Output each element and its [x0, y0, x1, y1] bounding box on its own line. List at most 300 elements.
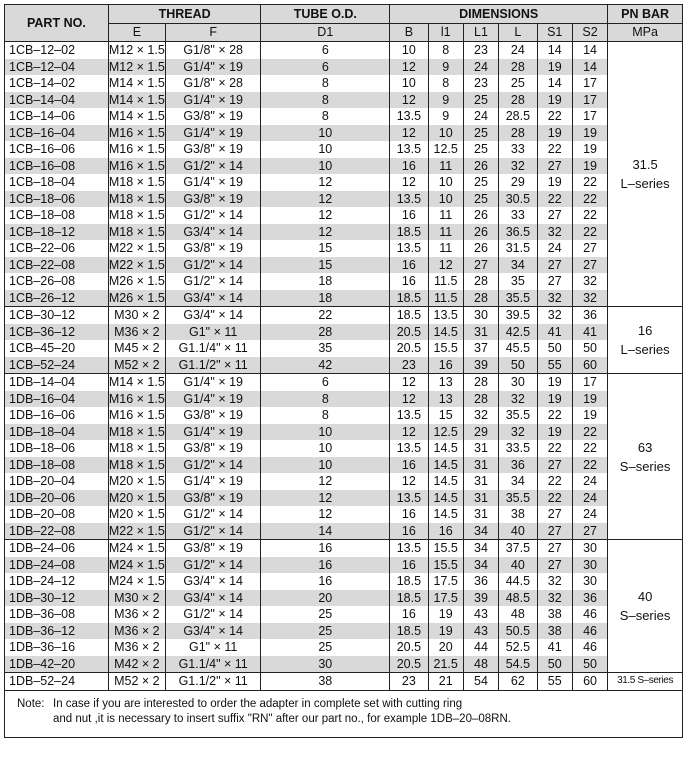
cell-dim-s2: 32	[572, 273, 607, 290]
cell-dim-l: 48	[499, 606, 537, 623]
cell-tube-d1: 12	[261, 174, 390, 191]
cell-dim-l: 30.5	[499, 191, 537, 208]
cell-tube-d1: 25	[261, 606, 390, 623]
cell-dim-s1: 22	[537, 108, 572, 125]
header-dim-l1: L1	[463, 24, 498, 42]
table-row	[5, 557, 683, 574]
cell-dim-l: 30	[499, 374, 537, 391]
cell-dim-b: 23	[390, 357, 428, 374]
cell-part-no: 1CB–16–08	[5, 158, 109, 175]
cell-thread-f: G1/2" × 14	[165, 506, 261, 523]
cell-dim-l1: 25	[463, 191, 498, 208]
cell-dim-s1: 27	[537, 506, 572, 523]
cell-thread-e: M36 × 2	[108, 639, 165, 656]
cell-dim-b: 13.5	[390, 490, 428, 507]
pressure-series-cell	[608, 42, 683, 307]
cell-dim-l: 28	[499, 125, 537, 142]
cell-thread-e: M18 × 1.5	[108, 424, 165, 439]
header-dim-l: L	[499, 24, 537, 42]
cell-dim-l1: 26	[463, 224, 498, 241]
cell-dim-l: 32	[499, 391, 537, 408]
cell-dim-s2: 22	[572, 207, 607, 224]
cell-dim-s1: 41	[537, 639, 572, 656]
cell-dim-s2: 19	[572, 158, 607, 175]
cell-dim-b: 13.5	[390, 108, 428, 125]
cell-dim-s2: 30	[572, 557, 607, 574]
cell-dim-s2: 24	[572, 473, 607, 490]
cell-dim-l1-small: 11	[428, 207, 463, 224]
cell-dim-s2: 50	[572, 656, 607, 673]
series-name: S–series	[619, 458, 671, 474]
cell-thread-e: M14 × 1.5	[108, 76, 165, 90]
cell-dim-s1: 55	[537, 673, 572, 691]
cell-dim-l1: 54	[463, 673, 498, 691]
table-row	[5, 391, 683, 408]
cell-thread-e: M20 × 1.5	[108, 507, 165, 521]
cell-dim-l1: 28	[463, 391, 498, 408]
cell-thread-f: G3/8" × 19	[165, 490, 261, 507]
cell-dim-s1: 19	[537, 59, 572, 76]
cell-dim-l1-small: 10	[428, 174, 463, 191]
cell-dim-l1-small: 21.5	[428, 656, 463, 673]
cell-dim-l1: 34	[463, 540, 498, 557]
cell-part-no: 1CB–12–04	[5, 59, 109, 76]
table-row	[5, 540, 683, 557]
cell-part-no: 1DB–20–04	[5, 473, 109, 490]
table-row	[5, 606, 683, 623]
table-row	[5, 158, 683, 175]
cell-part-no: 1DB–16–06	[5, 407, 109, 424]
cell-dim-s2: 46	[572, 606, 607, 623]
cell-dim-l1: 28	[463, 273, 498, 290]
cell-dim-b: 16	[390, 523, 428, 540]
table-row	[5, 573, 683, 590]
cell-dim-l: 31.5	[499, 240, 537, 257]
cell-dim-s2: 24	[572, 490, 607, 507]
note-line-2: and nut ,it is necessary to insert suffix "RN" after our part no., for example 1DB–20–08RN.	[53, 712, 511, 725]
cell-tube-d1: 16	[261, 540, 390, 557]
cell-thread-f: G1/2" × 14	[165, 557, 261, 574]
cell-dim-s2: 60	[572, 673, 607, 691]
cell-dim-s2: 14	[572, 42, 607, 59]
cell-thread-f: G1/4" × 19	[165, 59, 261, 76]
cell-tube-d1: 35	[261, 340, 390, 357]
cell-dim-s2: 41	[572, 324, 607, 341]
cell-thread-f: G1/2" × 14	[165, 457, 261, 474]
cell-dim-s2: 27	[572, 523, 607, 540]
cell-thread-f: G1/4" × 19	[165, 391, 261, 408]
cell-tube-d1: 42	[261, 357, 390, 374]
cell-dim-l1: 37	[463, 340, 498, 357]
cell-dim-l1: 26	[463, 158, 498, 175]
header-dim-l1-small: l1	[428, 24, 463, 42]
cell-tube-d1: 12	[261, 207, 390, 224]
cell-dim-l: 34	[499, 473, 537, 490]
cell-dim-s1: 19	[537, 391, 572, 408]
cell-dim-l1: 43	[463, 606, 498, 623]
cell-thread-e: M26 × 1.5	[108, 290, 165, 305]
table-row	[5, 490, 683, 507]
cell-dim-s2: 17	[572, 108, 607, 125]
cell-tube-d1: 10	[261, 141, 390, 158]
cell-dim-b: 18.5	[390, 307, 428, 324]
cell-thread-f: G1/2" × 14	[165, 273, 261, 290]
cell-dim-l1: 43	[463, 623, 498, 640]
cell-dim-s1: 32	[537, 590, 572, 607]
cell-dim-s1: 50	[537, 656, 572, 673]
table-row	[5, 240, 683, 257]
cell-dim-s2: 30	[572, 540, 607, 557]
cell-dim-l1-small: 20	[428, 639, 463, 656]
cell-dim-b: 23	[390, 673, 428, 691]
cell-part-no: 1DB–18–08	[5, 457, 109, 474]
cell-dim-l1: 24	[463, 108, 498, 125]
table-row	[5, 174, 683, 191]
cell-dim-b: 16	[390, 257, 428, 274]
cell-dim-s2: 19	[572, 407, 607, 424]
cell-thread-e: M16 × 1.5	[108, 391, 165, 406]
cell-dim-l: 45.5	[499, 340, 537, 357]
cell-dim-l: 37.5	[499, 540, 537, 557]
spec-sheet	[4, 4, 683, 738]
cell-tube-d1: 10	[261, 440, 390, 457]
cell-dim-s2: 17	[572, 92, 607, 109]
table-row	[5, 374, 683, 391]
cell-dim-l1: 27	[463, 257, 498, 274]
cell-dim-b: 13.5	[390, 141, 428, 158]
cell-dim-b: 12	[390, 424, 428, 441]
cell-dim-l1-small: 15.5	[428, 557, 463, 574]
cell-dim-l1-small: 12	[428, 257, 463, 274]
cell-thread-f: G3/4" × 14	[165, 623, 261, 640]
cell-part-no: 1CB–14–02	[5, 75, 109, 92]
cell-tube-d1: 8	[261, 407, 390, 424]
cell-dim-l1: 26	[463, 207, 498, 224]
cell-dim-l: 29	[499, 174, 537, 191]
cell-dim-l: 40	[499, 557, 537, 574]
cell-thread-e: M18 × 1.5	[108, 208, 165, 222]
cell-dim-l1: 28	[463, 290, 498, 307]
cell-tube-d1: 8	[261, 92, 390, 109]
cell-dim-l1-small: 16	[428, 357, 463, 374]
cell-dim-b: 13.5	[390, 191, 428, 208]
cell-thread-f: G1.1/2" × 11	[165, 357, 261, 374]
cell-dim-b: 12	[390, 374, 428, 391]
cell-dim-s1: 32	[537, 573, 572, 590]
cell-thread-e: M24 × 1.5	[108, 557, 165, 572]
cell-dim-l: 35.5	[499, 290, 537, 307]
cell-dim-s1: 27	[537, 207, 572, 224]
cell-thread-f: G1/8" × 28	[165, 42, 261, 59]
cell-dim-b: 12	[390, 59, 428, 76]
cell-dim-l: 52.5	[499, 639, 537, 656]
cell-thread-e: M18 × 1.5	[108, 224, 165, 239]
cell-part-no: 1DB–24–06	[5, 540, 109, 557]
cell-dim-b: 18.5	[390, 623, 428, 640]
cell-dim-s1: 27	[537, 457, 572, 474]
cell-thread-f: G1.1/4" × 11	[165, 340, 261, 357]
cell-dim-l1: 44	[463, 639, 498, 656]
cell-thread-f: G1" × 11	[165, 639, 261, 656]
cell-dim-s1: 22	[537, 191, 572, 208]
cell-dim-l: 34	[499, 257, 537, 274]
cell-part-no: 1CB–22–08	[5, 257, 109, 274]
cell-thread-f: G3/8" × 19	[165, 440, 261, 457]
cell-thread-e: M36 × 2	[108, 606, 165, 623]
cell-dim-l1: 31	[463, 440, 498, 457]
cell-part-no: 1CB–14–04	[5, 92, 109, 109]
header-pn-mpa: MPa	[608, 24, 683, 42]
cell-part-no: 1DB–36–12	[5, 623, 109, 640]
cell-dim-l1: 28	[463, 374, 498, 391]
cell-thread-e: M16 × 1.5	[108, 125, 165, 140]
cell-part-no: 1DB–36–08	[5, 606, 109, 623]
cell-thread-f: G3/8" × 19	[165, 191, 261, 208]
cell-dim-l1-small: 21	[428, 673, 463, 691]
cell-dim-l: 28	[499, 92, 537, 109]
cell-dim-s1: 27	[537, 523, 572, 540]
cell-dim-s1: 55	[537, 357, 572, 374]
cell-thread-e: M52 × 2	[108, 357, 165, 374]
cell-thread-e: M16 × 1.5	[108, 408, 165, 422]
cell-dim-s1: 19	[537, 174, 572, 191]
cell-dim-s2: 19	[572, 141, 607, 158]
cell-dim-l1-small: 10	[428, 191, 463, 208]
cell-thread-f: G1/2" × 14	[165, 257, 261, 274]
header-tube-od: TUBE O.D.	[261, 5, 390, 24]
cell-part-no: 1DB–18–04	[5, 424, 109, 441]
cell-dim-l1-small: 19	[428, 623, 463, 640]
cell-dim-l1-small: 10	[428, 125, 463, 142]
cell-thread-e: M16 × 1.5	[108, 158, 165, 173]
cell-tube-d1: 8	[261, 391, 390, 408]
table-row	[5, 207, 683, 224]
cell-dim-l1: 31	[463, 473, 498, 490]
cell-dim-l1: 25	[463, 174, 498, 191]
cell-dim-l1: 31	[463, 506, 498, 523]
cell-thread-f: G1/4" × 19	[165, 374, 261, 391]
cell-thread-f: G3/8" × 19	[165, 540, 261, 557]
cell-dim-l: 42.5	[499, 324, 537, 341]
cell-dim-s1: 27	[537, 257, 572, 274]
cell-dim-l1-small: 14.5	[428, 473, 463, 490]
table-row	[5, 407, 683, 424]
cell-dim-l1-small: 17.5	[428, 590, 463, 607]
cell-dim-s2: 22	[572, 224, 607, 241]
cell-dim-l: 25	[499, 75, 537, 92]
cell-thread-e: M18 × 1.5	[108, 191, 165, 206]
cell-dim-s1: 50	[537, 340, 572, 357]
cell-dim-l1: 23	[463, 75, 498, 92]
cell-dim-s2: 22	[572, 174, 607, 191]
cell-tube-d1: 12	[261, 490, 390, 507]
cell-thread-e: M22 × 1.5	[108, 241, 165, 255]
cell-dim-l1-small: 19	[428, 606, 463, 623]
cell-thread-f: G1/4" × 19	[165, 424, 261, 441]
adapter-spec-table	[4, 4, 683, 738]
cell-dim-b: 16	[390, 158, 428, 175]
cell-dim-l1: 34	[463, 557, 498, 574]
cell-dim-l: 40	[499, 523, 537, 540]
cell-dim-s2: 27	[572, 257, 607, 274]
cell-dim-l1: 31	[463, 457, 498, 474]
header-part-no: PART NO.	[5, 5, 109, 42]
cell-dim-l: 36.5	[499, 224, 537, 241]
cell-thread-e: M16 × 1.5	[108, 142, 165, 156]
cell-dim-l1-small: 11	[428, 224, 463, 241]
cell-thread-e: M24 × 1.5	[108, 574, 165, 588]
cell-dim-s1: 27	[537, 540, 572, 557]
cell-thread-e: M20 × 1.5	[108, 490, 165, 505]
cell-part-no: 1CB–16–04	[5, 125, 109, 142]
cell-dim-b: 12	[390, 473, 428, 490]
cell-tube-d1: 8	[261, 108, 390, 125]
cell-thread-e: M30 × 2	[108, 590, 165, 607]
cell-tube-d1: 20	[261, 590, 390, 607]
cell-thread-e: M24 × 1.5	[108, 541, 165, 555]
cell-dim-b: 10	[390, 75, 428, 92]
header-thread-f: F	[165, 24, 261, 42]
table-row	[5, 473, 683, 490]
cell-dim-l: 33	[499, 207, 537, 224]
cell-thread-f: G3/8" × 19	[165, 141, 261, 158]
cell-part-no: 1DB–22–08	[5, 523, 109, 540]
table-row	[5, 75, 683, 92]
cell-dim-l1-small: 11	[428, 158, 463, 175]
cell-part-no: 1CB–18–08	[5, 207, 109, 224]
cell-dim-l: 50.5	[499, 623, 537, 640]
cell-thread-f: G1/4" × 19	[165, 473, 261, 490]
cell-thread-f: G1.1/4" × 11	[165, 656, 261, 673]
cell-dim-l1-small: 9	[428, 92, 463, 109]
cell-thread-e: M36 × 2	[108, 324, 165, 341]
cell-dim-s2: 22	[572, 424, 607, 441]
note-row	[5, 690, 683, 737]
cell-dim-b: 16	[390, 506, 428, 523]
cell-tube-d1: 10	[261, 457, 390, 474]
cell-dim-l: 62	[499, 673, 537, 691]
cell-dim-s2: 14	[572, 59, 607, 76]
cell-dim-s1: 22	[537, 141, 572, 158]
cell-part-no: 1DB–20–06	[5, 490, 109, 507]
cell-tube-d1: 6	[261, 59, 390, 76]
cell-part-no: 1CB–36–12	[5, 324, 109, 341]
cell-dim-l1-small: 13	[428, 391, 463, 408]
cell-dim-s1: 19	[537, 424, 572, 441]
header-dimensions: DIMENSIONS	[390, 5, 608, 24]
cell-dim-s1: 22	[537, 407, 572, 424]
cell-part-no: 1DB–20–08	[5, 506, 109, 523]
cell-tube-d1: 22	[261, 307, 390, 324]
cell-dim-l1-small: 15	[428, 407, 463, 424]
cell-thread-e: M20 × 1.5	[108, 474, 165, 488]
series-name: S–series	[619, 608, 671, 623]
cell-tube-d1: 25	[261, 623, 390, 640]
cell-tube-d1: 12	[261, 473, 390, 490]
cell-dim-s1: 27	[537, 273, 572, 290]
header-thread-e: E	[108, 24, 165, 42]
cell-part-no: 1DB–36–16	[5, 639, 109, 656]
cell-dim-l1: 26	[463, 240, 498, 257]
cell-dim-l1: 31	[463, 324, 498, 341]
table-row	[5, 590, 683, 607]
cell-thread-e: M52 × 2	[108, 673, 165, 691]
cell-dim-l1: 34	[463, 523, 498, 540]
cell-part-no: 1DB–24–12	[5, 573, 109, 590]
table-row	[5, 523, 683, 540]
cell-dim-b: 16	[390, 207, 428, 224]
cell-dim-l1-small: 11.5	[428, 273, 463, 290]
pressure-value: 16	[637, 323, 653, 338]
table-row	[5, 623, 683, 640]
cell-tube-d1: 15	[261, 240, 390, 257]
table-row	[5, 639, 683, 656]
header-dim-b: B	[390, 24, 428, 42]
cell-dim-b: 13.5	[390, 440, 428, 457]
cell-dim-l1-small: 14.5	[428, 440, 463, 457]
table-row	[5, 424, 683, 441]
cell-dim-l: 36	[499, 457, 537, 474]
cell-thread-f: G3/8" × 19	[165, 407, 261, 424]
cell-dim-s1: 24	[537, 240, 572, 257]
cell-dim-l1-small: 14.5	[428, 324, 463, 341]
cell-tube-d1: 15	[261, 257, 390, 274]
pressure-value: 40	[637, 589, 653, 604]
cell-part-no: 1CB–26–12	[5, 290, 109, 307]
cell-thread-f: G1/4" × 19	[165, 92, 261, 109]
cell-dim-l1: 25	[463, 141, 498, 158]
cell-dim-l1-small: 11	[428, 240, 463, 257]
pressure-series-cell	[608, 374, 683, 540]
cell-dim-s2: 24	[572, 506, 607, 523]
cell-thread-f: G3/4" × 14	[165, 307, 261, 324]
cell-dim-s1: 19	[537, 125, 572, 142]
cell-dim-l1-small: 13.5	[428, 307, 463, 324]
pressure-value: 31.5	[632, 157, 658, 172]
cell-dim-l1: 31	[463, 490, 498, 507]
pressure-series-cell	[608, 307, 683, 374]
cell-dim-b: 20.5	[390, 324, 428, 341]
cell-thread-f: G3/8" × 19	[165, 108, 261, 125]
cell-dim-s2: 17	[572, 374, 607, 391]
cell-thread-e: M42 × 2	[108, 656, 165, 673]
cell-dim-l1: 24	[463, 59, 498, 76]
cell-dim-l: 32	[499, 424, 537, 441]
cell-dim-l1-small: 8	[428, 42, 463, 59]
header-dim-s2: S2	[572, 24, 607, 42]
pressure-value: 31.5 S–series	[617, 675, 674, 687]
cell-dim-l1-small: 13	[428, 374, 463, 391]
cell-part-no: 1DB–24–08	[5, 557, 109, 574]
cell-dim-s1: 32	[537, 224, 572, 241]
cell-tube-d1: 28	[261, 324, 390, 341]
cell-dim-l: 35.5	[499, 490, 537, 507]
cell-dim-s2: 19	[572, 391, 607, 408]
cell-thread-f: G1/2" × 14	[165, 523, 261, 540]
cell-dim-s1: 22	[537, 490, 572, 507]
cell-thread-e: M14 × 1.5	[108, 375, 165, 389]
cell-dim-s2: 50	[572, 340, 607, 357]
cell-dim-b: 12	[390, 174, 428, 191]
cell-dim-s1: 19	[537, 374, 572, 391]
cell-dim-b: 16	[390, 606, 428, 623]
cell-thread-e: M26 × 1.5	[108, 274, 165, 288]
cell-thread-f: G1" × 11	[165, 324, 261, 341]
cell-dim-l1-small: 16	[428, 523, 463, 540]
table-row	[5, 42, 683, 59]
cell-dim-b: 13.5	[390, 540, 428, 557]
cell-dim-l1-small: 14.5	[428, 457, 463, 474]
